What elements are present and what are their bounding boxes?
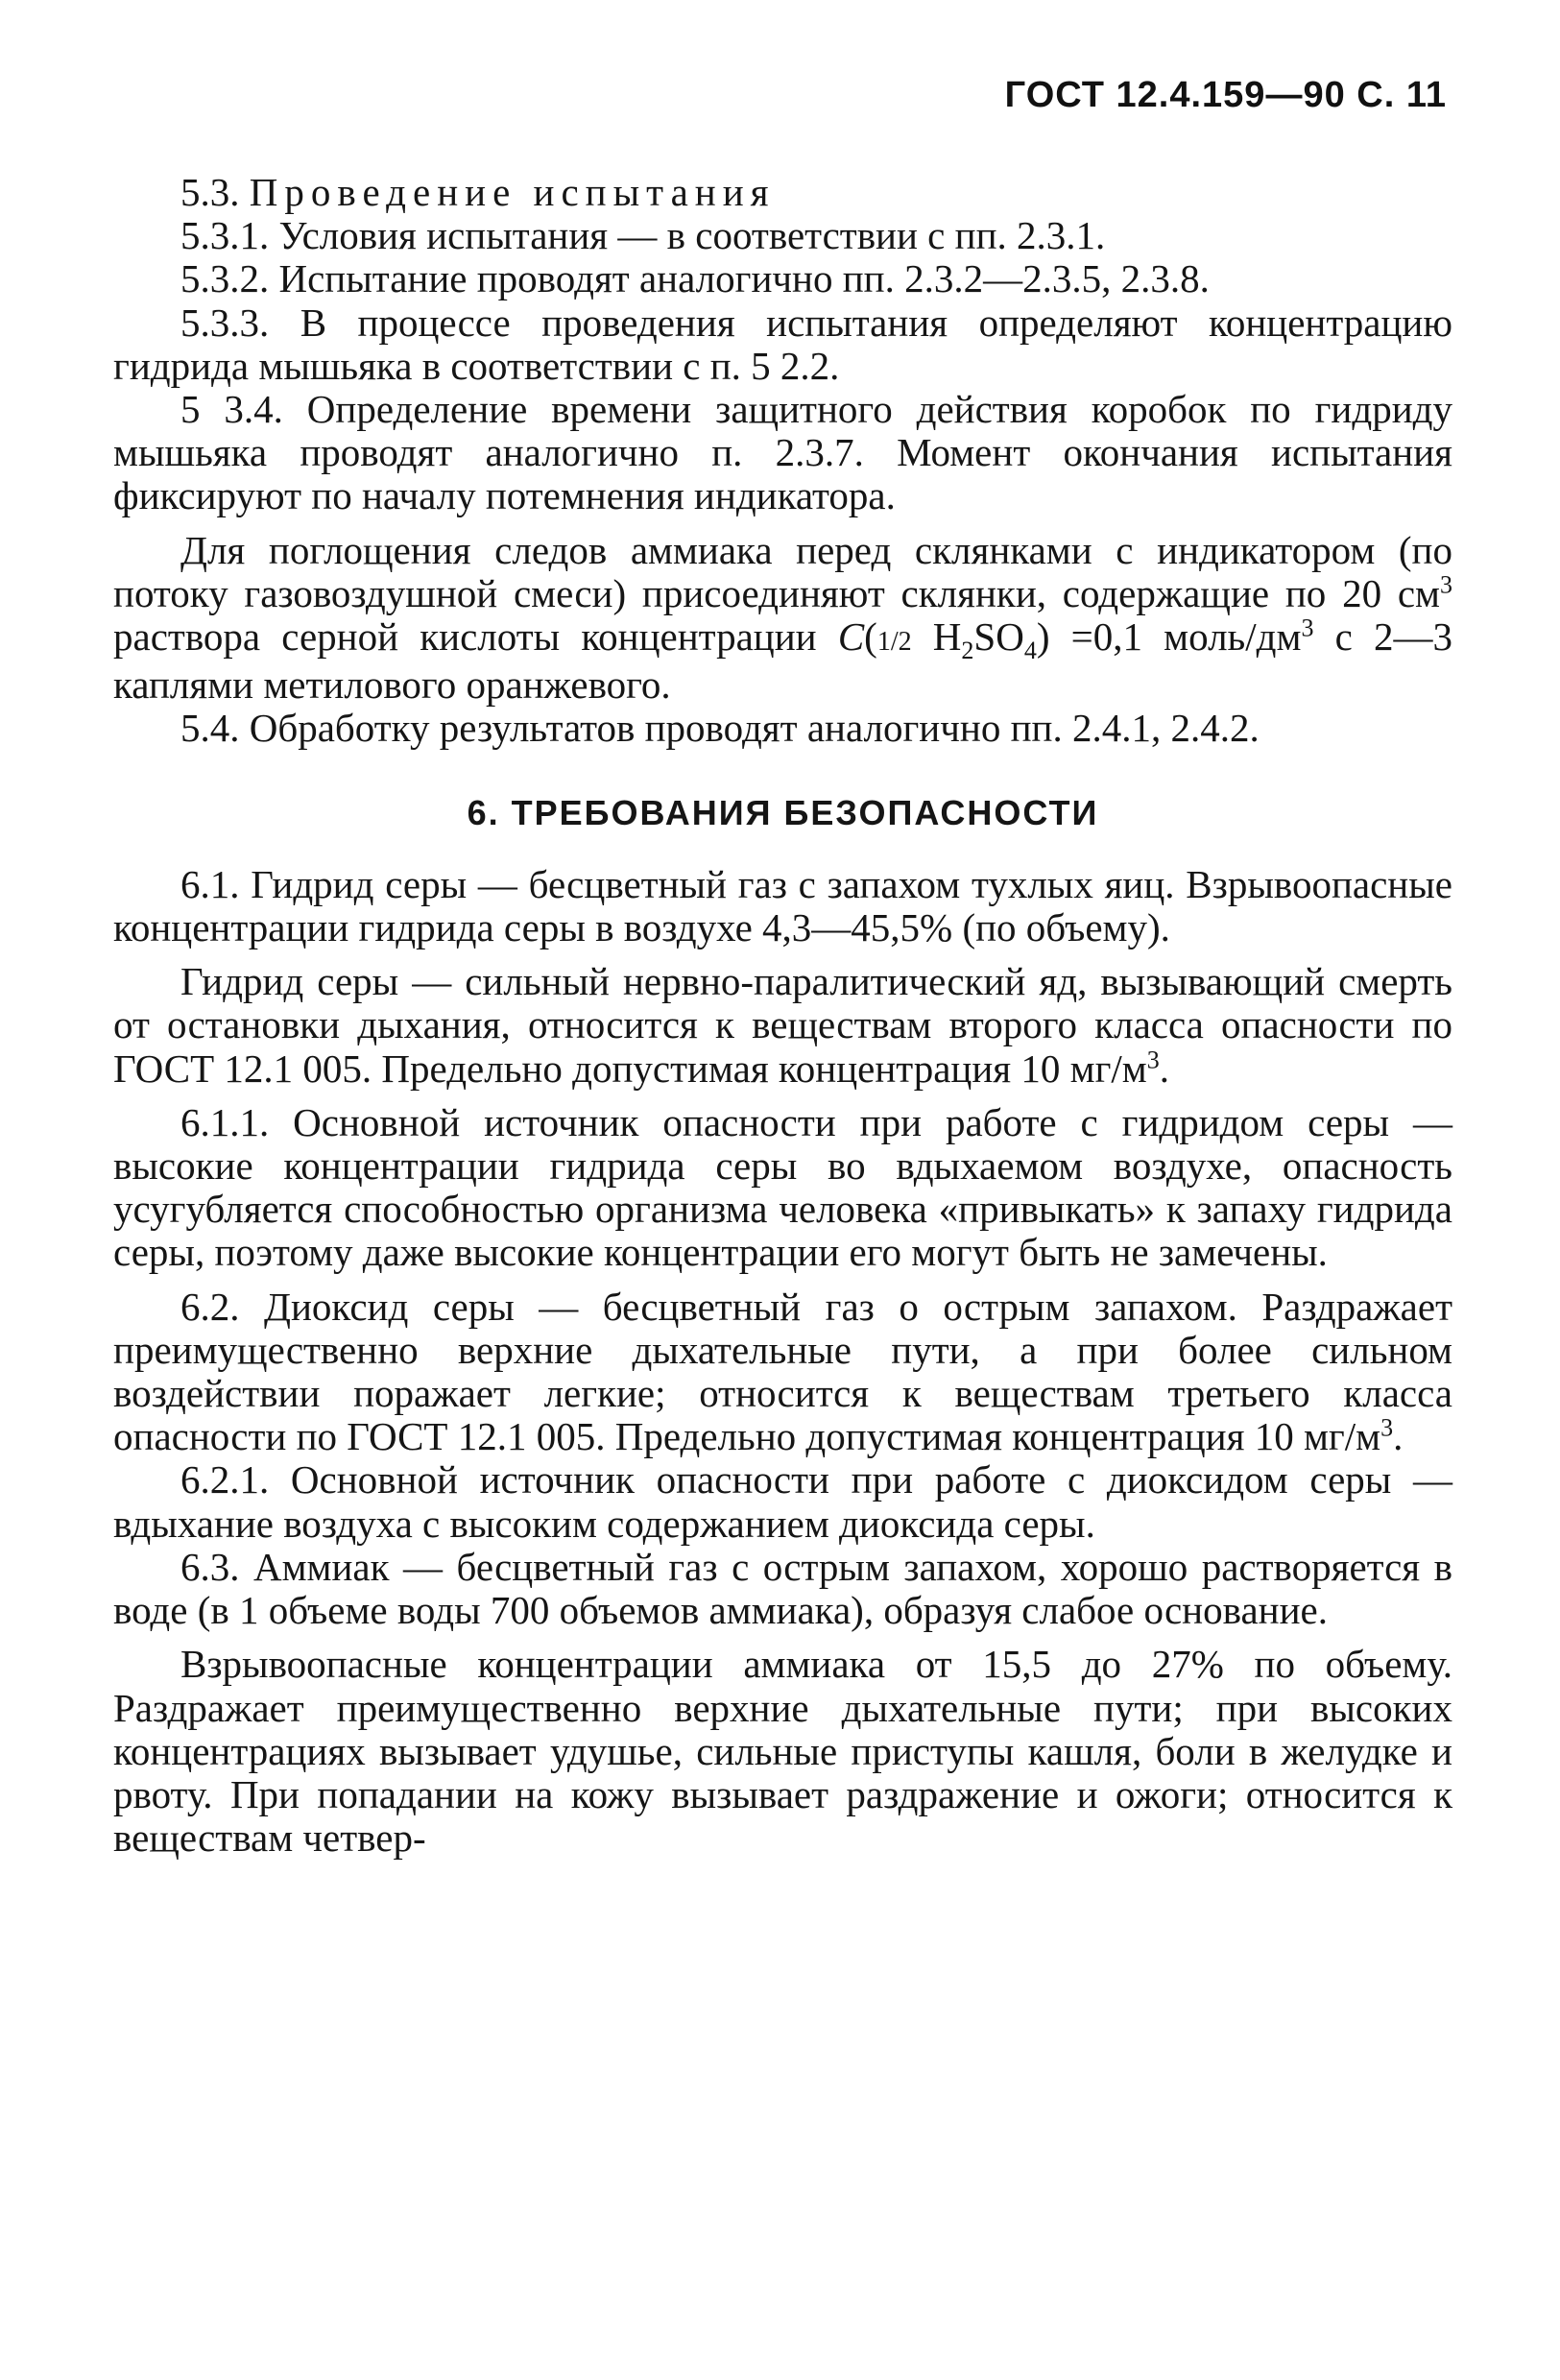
sulfur-dioxide-text: 6.2. Диоксид серы — бесцветный газ о острым запахом. Раздражает преимущественно верхние дыхательные пути, а при более сильном воздействии поражает легкие; относится к веществам третьего класса опасности по ГОСТ 12.1 005. Предельно допустимая концентрация 10 мг/м xyxy=(113,1284,1452,1459)
paragraph-ammonia-absorption xyxy=(113,529,1452,708)
toxicity-text-end: . xyxy=(1159,1046,1170,1091)
subsection-heading-5-3 xyxy=(113,171,1452,214)
dm3-superscript: 3 xyxy=(1301,613,1314,642)
ammonia-text-b: раствора серной кислоты концентрации xyxy=(113,614,838,660)
running-header: ГОСТ 12.4.159—90 С. 11 xyxy=(1004,75,1447,115)
paragraph-5-3-4: 5 3.4. Определение времени защитного действия коробок по гидриду мышьяка проводят аналогично п. 2.3.7. Момент окончания испытания фиксируют по началу потемнения индикатора. xyxy=(113,387,1452,518)
formula-so: SO xyxy=(973,614,1024,660)
sulfur-dioxide-text-end: . xyxy=(1393,1414,1404,1459)
paragraph-6-1-toxicity xyxy=(113,960,1452,1091)
paragraph-5-3-3: 5.3.3. В процессе проведения испытания определяют концентрацию гидрида мышьяка в соответствии с п. 5 2.2. xyxy=(113,300,1452,388)
document-body xyxy=(113,171,1452,1860)
concentration-value: ) =0,1 моль/дм xyxy=(1036,614,1302,660)
paren-open: ( xyxy=(864,614,877,660)
toxicity-text: Гидрид серы — сильный нервно-паралитический яд, вызывающий смерть от остановки дыхания, относится к веществам второго класса опасности по ГОСТ 12.1 005. Предельно допустимая концентрация 10 мг/м xyxy=(113,959,1452,1091)
formula-h-subscript: 2 xyxy=(961,637,974,665)
paragraph-5-4: 5.4. Обработку результатов проводят аналогично пп. 2.4.1, 2.4.2. xyxy=(180,706,1260,751)
fraction-half: 1/2 xyxy=(876,627,912,658)
m3-superscript: 3 xyxy=(1380,1413,1394,1442)
paragraph-6-3: 6.3. Аммиак — бесцветный газ с острым запахом, хорошо растворяется в воде (в 1 объеме воды 700 объемов аммиака), образуя слабое основание. xyxy=(113,1544,1452,1633)
paragraph-6-3-explosive: Взрывоопасные концентрации аммиака от 15,5 до 27% по объему. Раздражает преимущественно верхние дыхательные пути; при высоких концентрациях вызывает удушье, сильные приступы кашля, боли в желудке и рвоту. При попадании на кожу вызывает раздражение и ожоги; относится к веществам четвер- xyxy=(113,1642,1452,1861)
formula-so-subscript: 4 xyxy=(1023,637,1037,665)
cm3-superscript: 3 xyxy=(1440,570,1452,599)
ammonia-text-end: с 2—3 каплями метилового оранжевого. xyxy=(113,614,1452,708)
paragraph-6-2 xyxy=(113,1286,1452,1459)
formula-h: H xyxy=(911,614,962,660)
paragraph-6-1-1: 6.1.1. Основной источник опасности при работе с гидридом серы — высокие концентрации гидрида серы во вдыхаемом воздухе, опасность усугубляется способностью организма человека «привыкать» к запаху гидрида серы, поэтому даже высокие концентрации его могут быть не замечены. xyxy=(113,1099,1452,1275)
paragraph-6-2-1: 6.2.1. Основной источник опасности при работе с диоксидом серы — вдыхание воздуха с высоким содержанием диоксида серы. xyxy=(113,1457,1452,1546)
subsection-number: 5.3. xyxy=(180,170,240,214)
section-heading-6: 6. ТРЕБОВАНИЯ БЕЗОПАСНОСТИ xyxy=(467,792,1099,832)
paragraph-5-3-1: 5.3.1. Условия испытания — в соответствии с пп. 2.3.1. xyxy=(180,213,1106,258)
m3-superscript: 3 xyxy=(1146,1046,1160,1073)
concentration-symbol: С xyxy=(837,614,865,660)
paragraph-5-3-2: 5.3.2. Испытание проводят аналогично пп. 2.3.2—2.3.5, 2.3.8. xyxy=(180,256,1210,301)
paragraph-6-1: 6.1. Гидрид серы — бесцветный газ с запахом тухлых яиц. Взрывоопасные концентрации гидрида серы в воздухе 4,3—45,5% (по объему). xyxy=(113,861,1452,950)
ammonia-text-a: Для поглощения следов аммиака перед склянками с индикатором (по потоку газовоздушной смеси) присоединяют склянки, содержащие по 20 см xyxy=(113,527,1452,615)
subsection-title: Проведение испытания xyxy=(249,170,776,214)
